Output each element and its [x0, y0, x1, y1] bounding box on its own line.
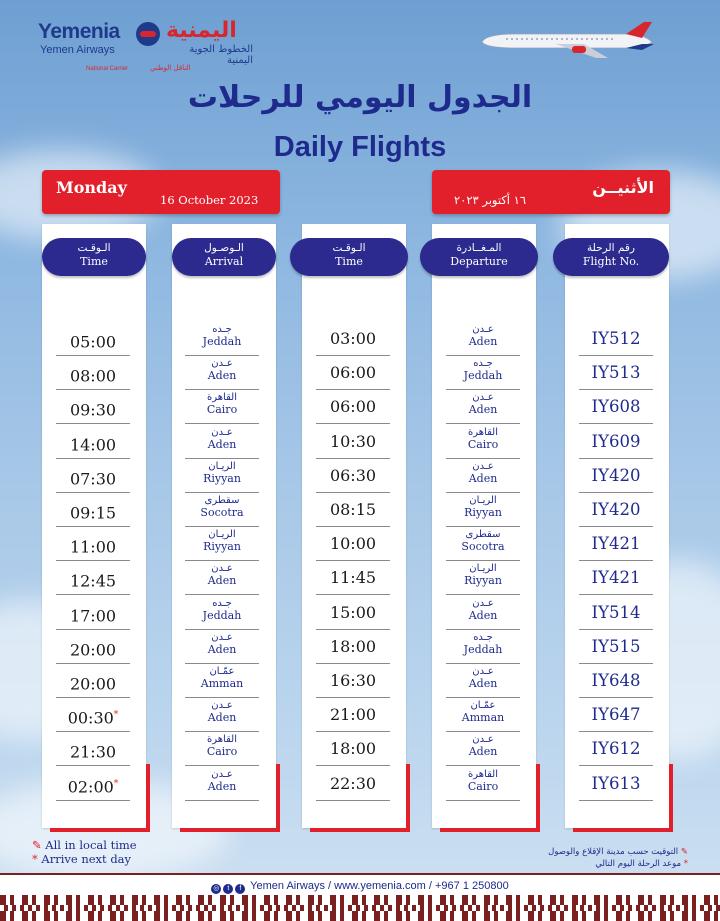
arrival-time-value: 20:00: [69, 674, 117, 694]
city-name-en: Jeddah: [202, 335, 242, 348]
date-label-ar: ١٦ أكتوبر ٢٠٢٣: [454, 193, 527, 207]
note-mark: ✎: [32, 838, 42, 852]
arrival-time-value: 09:30: [69, 400, 117, 420]
flight-number-cell: IY647: [579, 699, 653, 732]
city-name-en: Socotra: [200, 506, 244, 519]
arrival-time-value: 00:30: [67, 708, 114, 728]
header-flight-no: [553, 238, 669, 276]
header-label-en: Time: [335, 255, 363, 268]
city-name-ar: عـدن: [472, 734, 494, 746]
header-label-ar: رقم الرحلة: [587, 242, 635, 254]
national-carrier-en: National Carrier: [86, 66, 129, 72]
departure-time-cell: 21:00: [316, 699, 390, 732]
next-day-mark: *: [113, 710, 119, 721]
city-name-ar: الريـان: [208, 460, 236, 472]
day-label-en: Monday: [56, 178, 127, 197]
city-name-en: Cairo: [467, 437, 499, 451]
city-name-en: Cairo: [467, 779, 499, 793]
day-label-ar: الأثنيــن: [592, 178, 654, 197]
city-name-ar: القاهرة: [468, 768, 498, 780]
facebook-icon[interactable]: f: [235, 884, 245, 894]
arrival-time-value: 02:00: [67, 776, 114, 796]
arrival-time-cell: [56, 426, 130, 459]
city-name-ar: الريـان: [469, 563, 497, 575]
departure-city-cell: [446, 426, 520, 459]
twitter-icon[interactable]: t: [223, 884, 233, 894]
arrival-city-cell: [185, 665, 259, 698]
flight-number-cell: IY514: [579, 597, 653, 630]
flight-number-cell: IY608: [579, 391, 653, 424]
bird-emblem-icon: [136, 22, 160, 46]
departure-time-cell: 16:30: [316, 665, 390, 698]
arrival-time-cell: [56, 699, 130, 732]
departure-time-cell: 03:00: [316, 323, 390, 356]
flight-number-cell: IY420: [579, 494, 653, 527]
departure-time-cell: 06:30: [316, 460, 390, 493]
header-label-en: Arrival: [204, 255, 244, 268]
departure-city-cell: [446, 733, 520, 766]
header-label-en: Departure: [450, 255, 508, 268]
city-name-en: Riyyan: [203, 540, 241, 554]
arrival-city-cell: [185, 631, 259, 664]
arrival-time-value: 05:00: [69, 332, 117, 352]
city-name-en: Aden: [468, 403, 498, 417]
city-name-en: Riyyan: [464, 574, 502, 588]
arrival-time-cell: [56, 323, 130, 356]
departure-city-cell: [446, 597, 520, 630]
city-name-en: Aden: [468, 608, 498, 622]
brand-sub-en: Yemen Airways: [40, 44, 115, 56]
city-name-ar: القاهرة: [207, 392, 237, 404]
city-name-ar: عـدن: [472, 392, 494, 404]
flight-number-cell: IY613: [579, 768, 653, 801]
airplane-icon: [476, 20, 660, 62]
arrival-time-value: 12:45: [69, 571, 117, 591]
city-name-en: Aden: [207, 369, 237, 383]
flight-number-cell: IY421: [579, 562, 653, 595]
arrival-time-cell: [56, 460, 130, 493]
city-name-en: Aden: [207, 642, 237, 656]
arrival-time-cell: [56, 494, 130, 527]
city-name-ar: جـده: [473, 631, 493, 643]
arrival-city-cell: [185, 699, 259, 732]
arrival-city-cell: [185, 768, 259, 801]
departure-city-cell: [446, 391, 520, 424]
departure-time-cell: 06:00: [316, 391, 390, 424]
flight-number-cell: IY648: [579, 665, 653, 698]
city-name-ar: عـدن: [211, 768, 233, 780]
city-name-ar: الريـان: [469, 495, 497, 506]
arrival-time-value: 11:00: [69, 537, 117, 557]
departure-city-cell: [446, 323, 520, 356]
arrival-time-value: 20:00: [69, 640, 117, 660]
header-arrival: [172, 238, 276, 276]
city-name-en: Riyyan: [203, 471, 241, 485]
arrival-time-value: 14:00: [69, 434, 117, 454]
city-name-en: Riyyan: [464, 506, 502, 519]
header-label-ar: الـوصـول: [204, 242, 244, 254]
departure-city-cell: [446, 494, 520, 527]
flight-number-cell: IY612: [579, 733, 653, 766]
departure-time-cell: 06:00: [316, 357, 390, 390]
note-local-time-en: All in local time: [45, 838, 137, 852]
departure-city-cell: [446, 631, 520, 664]
departure-city-cell: [446, 357, 520, 390]
arrival-city-cell: [185, 426, 259, 459]
arrival-time-cell: [56, 528, 130, 561]
header-departure: [420, 238, 538, 276]
city-name-en: Amman: [200, 677, 244, 690]
city-name-ar: عـدن: [211, 563, 233, 575]
arrival-city-cell: [185, 357, 259, 390]
brand-name-ar: اليمنية: [166, 18, 237, 43]
departure-city-cell: [446, 699, 520, 732]
notes-ar: [548, 846, 688, 870]
departure-time-cell: 18:00: [316, 631, 390, 664]
instagram-icon[interactable]: ◎: [213, 885, 220, 892]
brand-name-en: Yemenia: [38, 20, 120, 43]
city-name-ar: جـده: [473, 358, 493, 370]
note-next-day-ar: موعد الرحلة اليوم التالي: [595, 859, 682, 869]
header-label-ar: المـغــادرة: [456, 242, 502, 254]
header-arrival-time: [42, 238, 146, 276]
city-name-ar: عـدن: [472, 324, 494, 335]
city-name-en: Socotra: [461, 540, 505, 554]
city-name-en: Aden: [207, 437, 237, 451]
city-name-en: Aden: [207, 779, 237, 793]
city-name-en: Aden: [468, 335, 498, 348]
note-mark: *: [683, 859, 688, 869]
note-mark: ✎: [680, 847, 688, 857]
date-box-ar: [432, 170, 670, 214]
arrival-time-value: 21:30: [69, 742, 117, 762]
city-name-en: Aden: [468, 745, 498, 759]
city-name-ar: عـدن: [211, 631, 233, 643]
city-name-ar: عمّـان: [209, 666, 235, 677]
city-name-en: Jeddah: [463, 642, 503, 656]
city-name-ar: القاهرة: [468, 426, 498, 438]
header-departure-time: [290, 238, 408, 276]
flight-number-cell: IY609: [579, 426, 653, 459]
flight-number-cell: IY512: [579, 323, 653, 356]
arrival-city-cell: [185, 562, 259, 595]
page-title-en: Daily Flights: [273, 131, 447, 163]
header-label-ar: الـوقـت: [332, 242, 366, 254]
city-name-ar: عـدن: [211, 358, 233, 370]
arrival-time-value: 17:00: [69, 605, 117, 625]
header-label-en: Flight No.: [582, 255, 640, 268]
city-name-ar: سقطرى: [465, 529, 501, 541]
departure-time-cell: 10:30: [316, 426, 390, 459]
city-name-ar: عـدن: [472, 597, 494, 609]
arrival-time-cell: [56, 357, 130, 390]
arrival-time-cell: [56, 665, 130, 698]
departure-city-cell: [446, 768, 520, 801]
date-label-en: 16 October 2023: [160, 193, 259, 207]
city-name-ar: عـدن: [472, 666, 494, 677]
departure-city-cell: [446, 562, 520, 595]
departure-time-cell: 10:00: [316, 528, 390, 561]
date-box-en: [42, 170, 280, 214]
footer-contact[interactable]: Yemen Airways / www.yemenia.com / +967 1 250800: [250, 880, 509, 892]
arrival-time-cell: [56, 391, 130, 424]
header-label-ar: الـوقـت: [77, 242, 111, 254]
city-name-ar: القاهرة: [207, 734, 237, 746]
city-name-en: Cairo: [206, 745, 238, 759]
city-name-en: Amman: [461, 711, 505, 725]
header-label-en: Time: [80, 255, 108, 268]
city-name-en: Jeddah: [202, 608, 242, 622]
note-next-day-en: Arrive next day: [41, 852, 132, 866]
arrival-city-cell: [185, 733, 259, 766]
arrival-time-value: 08:00: [69, 366, 117, 386]
arrival-time-cell: [56, 631, 130, 664]
footer-bar: [0, 873, 720, 897]
arrival-city-cell: [185, 323, 259, 356]
departure-time-cell: 22:30: [316, 768, 390, 801]
city-name-en: Aden: [468, 677, 498, 690]
city-name-en: Aden: [207, 711, 237, 725]
decorative-pattern: [0, 895, 720, 921]
arrival-time-cell: [56, 562, 130, 595]
flight-number-cell: IY420: [579, 460, 653, 493]
city-name-en: Aden: [207, 574, 237, 588]
city-name-en: Aden: [468, 471, 498, 485]
arrival-time-cell: [56, 597, 130, 630]
city-name-en: Jeddah: [463, 369, 503, 383]
departure-city-cell: [446, 460, 520, 493]
arrival-city-cell: [185, 528, 259, 561]
arrival-time-cell: [56, 733, 130, 766]
city-name-ar: الريـان: [208, 529, 236, 541]
next-day-mark: *: [113, 778, 119, 789]
arrival-city-cell: [185, 597, 259, 630]
note-mark: *: [32, 852, 38, 866]
note-local-time-ar: التوقيت حسب مدينة الإقلاع والوصول: [548, 847, 679, 857]
brand-sub-ar: الخطوط الجوية اليمنية: [189, 44, 253, 66]
arrival-time-value: 07:30: [69, 469, 117, 489]
city-name-ar: عـدن: [211, 700, 233, 712]
notes-en: [32, 838, 137, 866]
city-name-ar: جـده: [212, 324, 232, 335]
flight-number-cell: IY513: [579, 357, 653, 390]
city-name-ar: جـده: [212, 597, 232, 609]
departure-time-cell: 15:00: [316, 597, 390, 630]
departure-city-cell: [446, 528, 520, 561]
city-name-ar: عمّـان: [470, 700, 496, 712]
arrival-time-value: 09:15: [69, 503, 117, 523]
departure-time-cell: 11:45: [316, 562, 390, 595]
arrival-city-cell: [185, 391, 259, 424]
flight-number-cell: IY421: [579, 528, 653, 561]
national-carrier-ar: الناقل الوطني: [150, 64, 191, 72]
flight-number-cell: IY515: [579, 631, 653, 664]
arrival-time-cell: [56, 768, 130, 801]
departure-time-cell: 08:15: [316, 494, 390, 527]
city-name-en: Cairo: [206, 403, 238, 417]
city-name-ar: عـدن: [472, 460, 494, 472]
departure-city-cell: [446, 665, 520, 698]
page-title-ar: الجدول اليومي للرحلات: [187, 80, 533, 115]
city-name-ar: سقطرى: [204, 495, 240, 506]
city-name-ar: عـدن: [211, 426, 233, 438]
departure-time-cell: 18:00: [316, 733, 390, 766]
arrival-city-cell: [185, 460, 259, 493]
arrival-city-cell: [185, 494, 259, 527]
yemenia-logo: [38, 18, 253, 80]
